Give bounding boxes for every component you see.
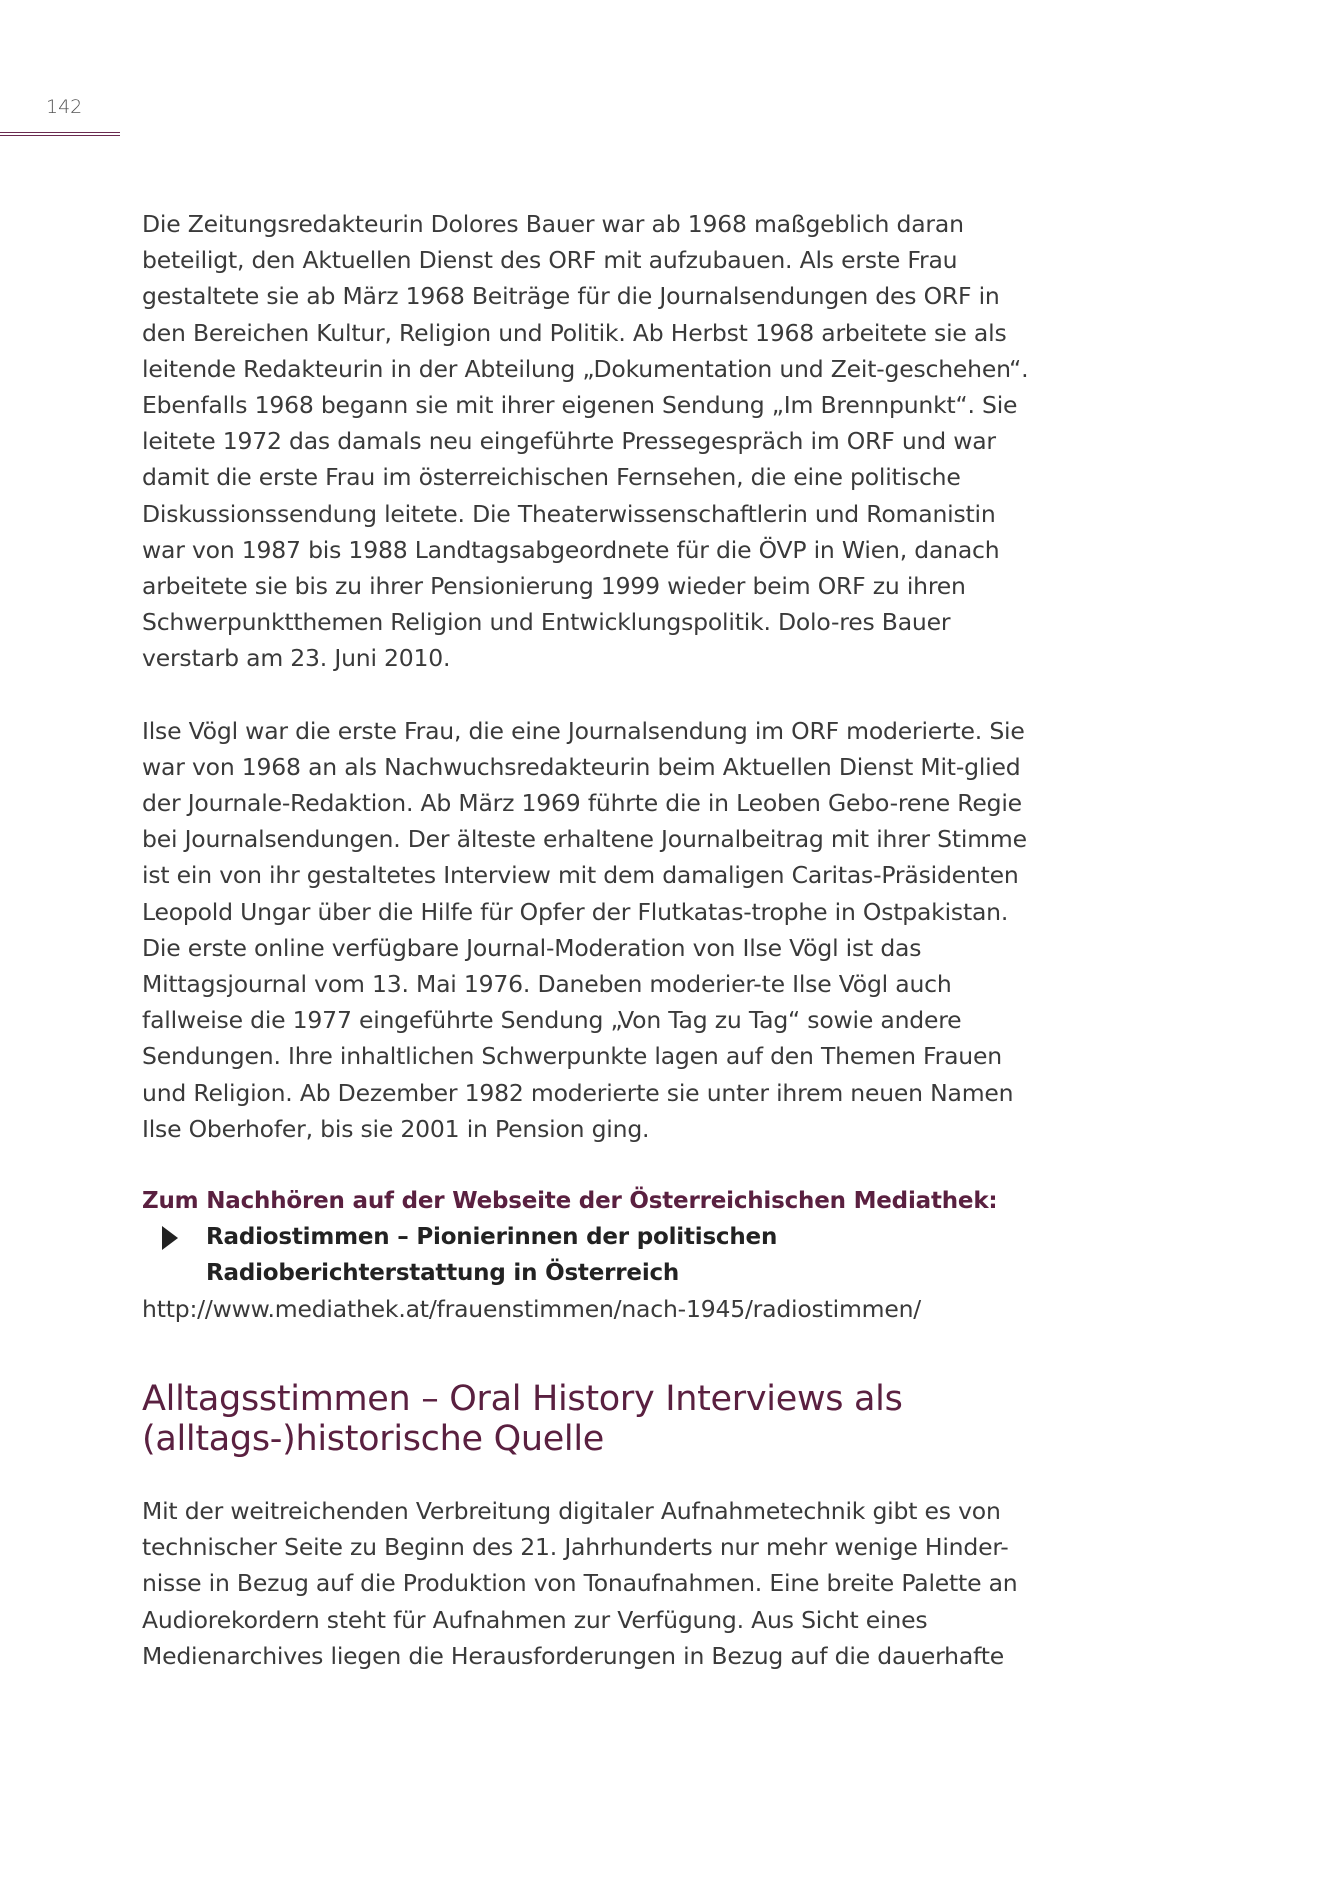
listen-url[interactable]: http://www.mediathek.at/frauenstimmen/nach-1945/radiostimmen/ <box>142 1295 921 1324</box>
section-title <box>142 1379 1042 1459</box>
listen-heading: Zum Nachhören auf der Webseite der Österreichischen Mediathek: <box>142 1188 998 1215</box>
paragraph-dolores-bauer: Die Zeitungsredakteurin Dolores Bauer war ab 1968 maßgeblich daran beteiligt, den Aktuellen Dienst des ORF mit aufzubauen. Als erste Frau gestaltete sie ab März 1968 Beiträge für die Journalsendungen des ORF in den Bereichen Kultur, Religion und Politik. Ab Herbst 1968 arbeitete sie als leitende Redakteurin in der Abteilung „Dokumentation und Zeit-geschehen“. Ebenfalls 1968 begann sie mit ihrer eigenen Sendung „Im Brennpunkt“. Sie leitete 1972 das damals neu eingeführte Pressegespräch im ORF und war damit die erste Frau im österreichischen Fernsehen, die eine politische Diskussionssendung leitete. Die Theaterwissenschaftlerin und Romanistin war von 1987 bis 1988 Landtagsabgeordnete für die ÖVP in Wien, danach arbeitete sie bis zu ihrer Pensionierung 1999 wieder beim ORF zu ihren Schwerpunktthemen Religion und Entwicklungspolitik. Dolo-res Bauer verstarb am 23. Juni 2010. <box>142 210 1029 673</box>
header-rule-line-top <box>0 132 120 133</box>
play-arrow-icon <box>162 1226 178 1250</box>
paragraph-ilse-voegl: Ilse Vögl war die erste Frau, die eine Journalsendung im ORF moderierte. Sie war von 1968 an als Nachwuchsredakteurin beim Aktuellen Dienst Mit-glied der Journale-Redaktion. Ab März 1969 führte die in Leoben Gebo-rene Regie bei Journalsendungen. Der älteste erhaltene Journalbeitrag mit ihrer Stimme ist ein von ihr gestaltetes Interview mit dem damaligen Caritas-Präsidenten Leopold Ungar über die Hilfe für Opfer der Flutkatas-trophe in Ostpakistan. Die erste online verfügbare Journal-Moderation von Ilse Vögl ist das Mittagsjournal vom 13. Mai 1976. Daneben moderier-te Ilse Vögl auch fallweise die 1977 eingeführte Sendung „Von Tag zu Tag“ sowie andere Sendungen. Ihre inhaltlichen Schwerpunkte lagen auf den Themen Frauen und Religion. Ab Dezember 1982 moderierte sie unter ihrem neuen Namen Ilse Oberhofer, bis sie 2001 in Pension ging. <box>142 716 1027 1143</box>
section-title-line-1: Alltagsstimmen – Oral History Interviews als <box>142 1379 903 1420</box>
listen-item-line-2: Radioberichterstattung in Österreich <box>206 1260 680 1287</box>
listen-link-item[interactable] <box>142 1219 1042 1291</box>
header-rule-line-bottom <box>0 135 120 136</box>
main-content <box>142 206 1042 1674</box>
section-title-line-2: (alltags-)historische Quelle <box>142 1419 605 1460</box>
header-rule <box>0 132 120 137</box>
section-body: Mit der weitreichenden Verbreitung digitaler Aufnahmetechnik gibt es von technischer Seite zu Beginn des 21. Jahrhunderts nur mehr wenige Hinder-nisse in Bezug auf die Produktion von Tonaufnahmen. Eine breite Palette an Audiorekordern steht für Aufnahmen zur Verfügung. Aus Sicht eines Medienarchives liegen die Herausforderungen in Bezug auf die dauerhafte <box>142 1497 1018 1670</box>
page-number: 142 <box>46 96 83 118</box>
listen-block <box>142 1183 1042 1327</box>
listen-item-line-1: Radiostimmen – Pionierinnen der politischen <box>206 1224 778 1251</box>
